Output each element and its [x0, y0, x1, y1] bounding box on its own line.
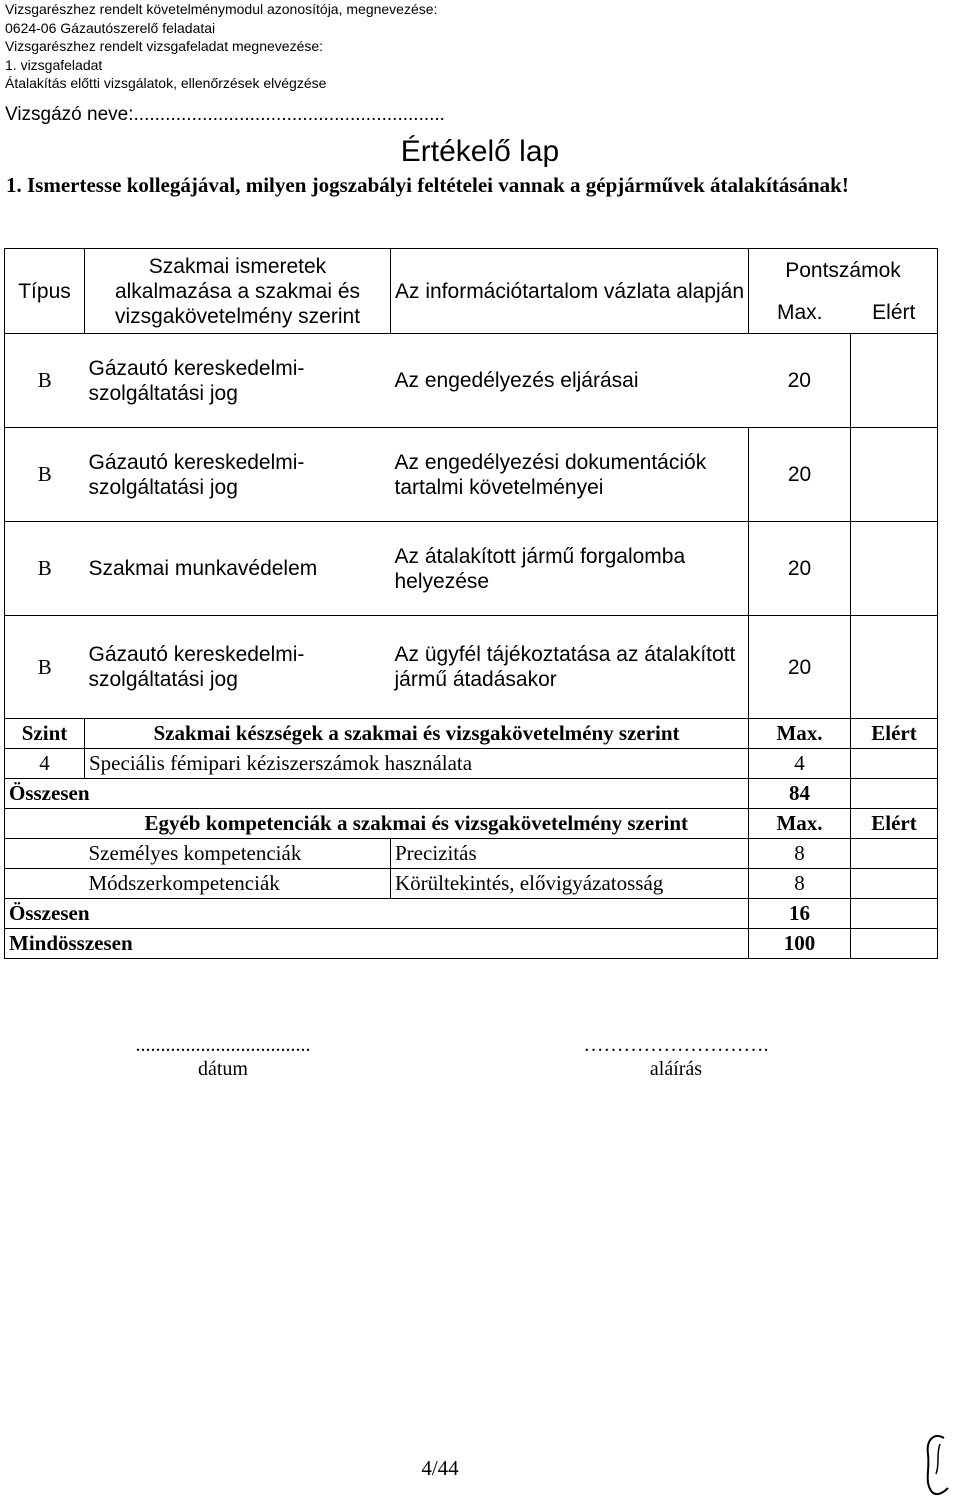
- total-achieved: [851, 779, 938, 809]
- skills-max: 4: [749, 749, 851, 779]
- total-value: 16: [749, 899, 851, 929]
- other-achieved-header: Elért: [851, 809, 938, 839]
- header-max: Max.: [749, 291, 851, 334]
- date-label: dátum: [198, 1058, 248, 1080]
- total-row: [5, 779, 938, 809]
- table-header-row: [5, 249, 938, 292]
- skills-achieved: [851, 749, 938, 779]
- skills-level-header: Szint: [5, 719, 85, 749]
- task-description: 1. Ismertesse kollegájával, milyen jogszabályi feltételei vannak a gépjárművek átalakításának!: [6, 173, 849, 197]
- date-line: ...................................: [135, 1034, 311, 1056]
- header-line: Vizsgarészhez rendelt követelménymodul azonosítója, megnevezése:: [5, 1, 438, 17]
- other-achieved: [851, 869, 938, 899]
- skills-achieved-header: Elért: [851, 719, 938, 749]
- other-max: 8: [749, 839, 851, 869]
- skills-name: Speciális fémipari kéziszerszámok használata: [85, 749, 749, 779]
- row-max: 20: [749, 522, 851, 616]
- other-empty-cell: [5, 809, 85, 839]
- row-type: B: [5, 616, 85, 719]
- table-row: [5, 522, 938, 616]
- skills-header-row: [5, 719, 938, 749]
- other-max-header: Max.: [749, 809, 851, 839]
- examinee-name-field: Vizsgázó neve:...........................................................: [5, 104, 445, 125]
- row-type: B: [5, 428, 85, 522]
- header-type: Típus: [5, 249, 85, 334]
- header-line: Átalakítás előtti vizsgálatok, ellenőrzések elvégzése: [5, 75, 327, 91]
- other-title: Egyéb kompetenciák a szakmai és vizsgakövetelmény szerint: [85, 809, 749, 839]
- other-empty-cell: [5, 869, 85, 899]
- other-row: [5, 869, 938, 899]
- page-number: 4/44: [421, 1456, 459, 1480]
- header-content: Az információtartalom vázlata alapján: [391, 249, 749, 334]
- other-achieved: [851, 839, 938, 869]
- header-achieved: Elért: [851, 291, 938, 334]
- row-knowledge: Szakmai munkavédelem: [85, 522, 391, 616]
- total-label: Összesen: [5, 899, 749, 929]
- table-row: [5, 428, 938, 522]
- row-max: 20: [749, 428, 851, 522]
- total-label: Összesen: [5, 779, 749, 809]
- row-achieved: [851, 428, 938, 522]
- skills-max-header: Max.: [749, 719, 851, 749]
- evaluation-table: [4, 248, 938, 959]
- header-points: Pontszámok: [749, 249, 938, 292]
- total-value: 84: [749, 779, 851, 809]
- document-header: [5, 0, 437, 93]
- row-achieved: [851, 522, 938, 616]
- header-line: 1. vizsgafeladat: [5, 56, 103, 73]
- total-row: [5, 899, 938, 929]
- other-detail: Körültekintés, elővigyázatosság: [391, 869, 749, 899]
- row-knowledge: Gázautó kereskedelmi-szolgáltatási jog: [85, 616, 391, 719]
- other-row: [5, 839, 938, 869]
- date-signature-block: [88, 1033, 358, 1081]
- row-type: B: [5, 334, 85, 428]
- row-content: Az ügyfél tájékoztatása az átalakított jármű átadásakor: [391, 616, 749, 719]
- skills-title: Szakmai készségek a szakmai és vizsgakövetelmény szerint: [85, 719, 749, 749]
- grand-total-achieved: [851, 929, 938, 959]
- handwritten-initial-icon: [918, 1430, 952, 1498]
- total-achieved: [851, 899, 938, 929]
- row-max: 20: [749, 334, 851, 428]
- row-knowledge: Gázautó kereskedelmi-szolgáltatási jog: [85, 334, 391, 428]
- header-line: 0624-06 Gázautószerelő feladatai: [5, 19, 216, 36]
- signature-line: ……………………….: [583, 1034, 769, 1056]
- row-content: Az engedélyezés eljárásai: [391, 334, 749, 428]
- row-achieved: [851, 616, 938, 719]
- row-achieved: [851, 334, 938, 428]
- table-row: [5, 334, 938, 428]
- row-type: B: [5, 522, 85, 616]
- other-empty-cell: [5, 839, 85, 869]
- grand-total-row: [5, 929, 938, 959]
- grand-total-label: Mindösszesen: [5, 929, 749, 959]
- header-knowledge: Szakmai ismeretek alkalmazása a szakmai és vizsgakövetelmény szerint: [85, 249, 391, 334]
- other-header-row: [5, 809, 938, 839]
- signature-block: [538, 1033, 814, 1081]
- other-name: Módszerkompetenciák: [85, 869, 391, 899]
- skills-row: [5, 749, 938, 779]
- skills-level: 4: [5, 749, 85, 779]
- row-content: Az engedélyezési dokumentációk tartalmi követelményei: [391, 428, 749, 522]
- row-knowledge: Gázautó kereskedelmi-szolgáltatási jog: [85, 428, 391, 522]
- signature-label: aláírás: [649, 1058, 703, 1080]
- page-title: Értékelő lap: [400, 135, 560, 168]
- other-name: Személyes kompetenciák: [85, 839, 391, 869]
- row-max: 20: [749, 616, 851, 719]
- other-max: 8: [749, 869, 851, 899]
- other-detail: Precizitás: [391, 839, 749, 869]
- grand-total-value: 100: [749, 929, 851, 959]
- row-content: Az átalakított jármű forgalomba helyezése: [391, 522, 749, 616]
- header-line: Vizsgarészhez rendelt vizsgafeladat megnevezése:: [5, 38, 324, 54]
- table-row: [5, 616, 938, 719]
